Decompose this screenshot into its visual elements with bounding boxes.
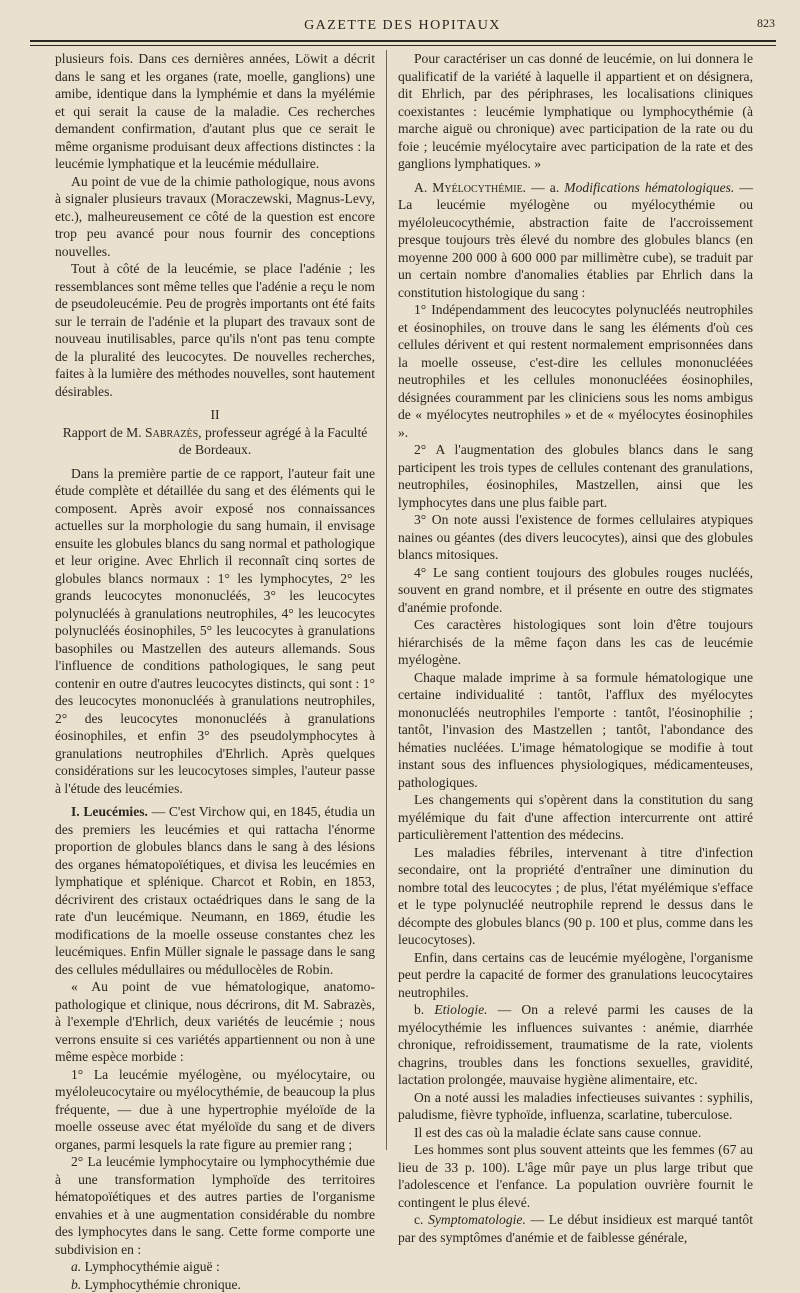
paragraph: Il est des cas où la maladie éclate sans cause connue. [398, 1124, 753, 1142]
page-header [30, 14, 775, 36]
paragraph: Les hommes sont plus souvent atteints que les femmes (67 au lieu de 33 p. 100). L'âge mûr paye un plus large tribut que l'adolescence et l'enfance. La population ouvrière fournit le contingent le plus élevé. [398, 1141, 753, 1211]
header-rule-thick [30, 40, 776, 42]
paragraph: Les maladies fébriles, intervenant à titre d'infection secondaire, ont la propriété d'entraîner une diminution du nombre total des leucocytes ; de plus, l'état myélémique s'efface et le type polynucléé neutrophile reprend le dessus dans le décompte des globules blancs (90 p. 100 et plus, comme dans les leucocytoses). [398, 844, 753, 949]
subsection-title: Modifications hématologiques. [564, 180, 734, 195]
left-column [55, 50, 375, 1293]
section-symptomatologie: c. Symptomatologie. — Le début insidieux est marqué tantôt par des symptômes d'anémie et de faiblesse générale, [398, 1211, 753, 1246]
list-item: a. Lymphocythémie aiguë : [55, 1258, 375, 1276]
paragraph: Enfin, dans certains cas de leucémie myélogène, l'organisme peut perdre la capacité de former des granulations leucocytaires neutrophiles. [398, 949, 753, 1002]
paragraph: Dans la première partie de ce rapport, l'auteur fait une étude complète et détaillée du sang et des éléments qui le composent. Après avoir exposé nos connaissances actuelles sur la morphologie du sang humain, il envisage ensuite les globules blancs du sang normal et pathologique et leur origine. Avec Ehrlich il reconnaît cinq sortes de globules blancs normaux : 1° les lymphocytes, 2° les grands leucocytes mononucléés, 3° les leucocytes polynucléés à granulations neutrophiles, 4° les leucocytes polynucléés éosinophiles, 5° les leucocytes à granulations basophiles ou Mastzellen des auteurs allemands. Sous l'influence de conditions pathologiques, le sang peut contenir en outre d'autres leucocytes distincts, qui sont : 1° des leucocytes mononucléés à granulations neutrophiles, 2° des leucocytes mononucléés à granulations éosinophiles, et enfin 3° des pseudolymphocytes à granulations neutrophiles d'Ehrlich. Après quelques considérations sur les leucocytoses simples, l'auteur passe à l'étude des leucémies. [55, 465, 375, 798]
paragraph: 2° A l'augmentation des globules blancs dans le sang participent les trois types de cellules contenant des granulations, neutrophiles, éosinophiles, Mastzellen, ainsi que les lymphocytes dans une plus faible part. [398, 441, 753, 511]
page-number: 823 [757, 16, 775, 31]
paragraph: 1° La leucémie myélogène, ou myélocytaire, ou myéloleucocytaire ou myélocythémie, de beaucoup la plus fréquente, — due à une hypertrophie myéloïde de la moelle osseuse avec état myéloïde du sang et de divers organes, parmi lesquels la rate figure au premier rang ; [55, 1066, 375, 1154]
paragraph: Tout à côté de la leucémie, se place l'adénie ; les ressemblances sont même telles que l'adénie a reçu le nom de pseudoleucémie. Peu de progrès importants ont été faits sur le terrain de l'adénie et la plupart des travaux sont de nouveau inutilisables, parce qu'ils n'ont pas tenu compte de la pluralité des leucocytes. De nouvelles recherches, faites à la lumière des méthodes nouvelles, sont hautement désirables. [55, 260, 375, 400]
paragraph: 4° Le sang contient toujours des globules rouges nucléés, souvent en grand nombre, et il présente en outre des stigmates d'anémie profonde. [398, 564, 753, 617]
paragraph: Ces caractères histologiques sont loin d'être toujours hiérarchisés de la même façon dans les cas de leucémie myélogène. [398, 616, 753, 669]
section-leucemies: I. Leucémies. — C'est Virchow qui, en 1845, étudia un des premiers les leucémies et qui rattacha l'énorme proportion de globules blancs dans le sang à des lésions des organes hématopoïétiques, et divisa les leucémies en lymphatique et splénique. Charcot et Robin, en 1853, décrivirent des cristaux octaédriques dans le sang de la rate d'un leucémique. Neumann, en 1869, étudie les modifications de la moelle osseuse constantes chez les leucémiques. Enfin Müller signale le passage dans le sang des cellules médullaires ou médullocèles de Robin. [55, 803, 375, 978]
list-item: b. Lymphocythémie chronique. [55, 1276, 375, 1293]
section-label: I. Leucémies. [71, 804, 148, 819]
paragraph: 3° On note aussi l'existence de formes cellulaires atypiques naines ou géantes (des divers leucocytes), ainsi que des globules blancs mitosiques. [398, 511, 753, 564]
section-label: A. Myélocythémie. [414, 180, 526, 195]
paragraph: 1° Indépendamment des leucocytes polynucléés neutrophiles et éosinophiles, on trouve dans le sang les éléments d'où ces cellules dérivent et qui restent normalement emprisonnées dans la moelle osseuse, c'est-dire les cellules mononucléées neutrophiles et les cellules mononucléées éosinophiles, désignées couramment par les cliniciens sous les noms ambigus de « myélocytes neutrophiles » et de « myélocytes éosinophiles ». [398, 301, 753, 441]
paragraph: 2° La leucémie lymphocytaire ou lymphocythémie due à une transformation lymphoïde des territoires hématopoïétiques et des autres parties de l'organisme envahies et à une augmentation considérable du nombre des lymphocytes dans le sang. Cette forme comporte une subdivision en : [55, 1153, 375, 1258]
journal-title: GAZETTE DES HOPITAUX [30, 18, 775, 34]
subsection-title: Symptomatologie. [428, 1212, 526, 1227]
section-myelocythemie: A. Myélocythémie. — a. Modifications hématologiques. — La leucémie myélogène ou myélocythémie ou myéloleucocythémie, abstraction faite de l'accroissement presque toujours très élevé du nombre des globules blancs (en moyenne 200 000 à 600 000 par millimètre cube), se traduit par un certain nombre d'anomalies établies par Ehrlich dans la constitution histologique du sang : [398, 179, 753, 302]
paragraph: Pour caractériser un cas donné de leucémie, on lui donnera le qualificatif de la variété à laquelle il appartient et on désignera, dit Ehrlich, par des périphrases, les localisations cliniques coexistantes : leucémie lymphatique ou lymphocythémie (à marche aiguë ou chronique) avec participation de la rate ou du foie ; leucémie myélocytaire avec participation de la rate et des ganglions lymphatiques. » [398, 50, 753, 173]
column-divider [386, 50, 387, 1150]
paragraph: plusieurs fois. Dans ces dernières années, Löwit a décrit dans le sang et les organes (rate, moelle, ganglions) une amibe, identique dans la lymphémie et dans la myélémie et qui serait la cause de la maladie. Ces recherches demandent confirmation, d'autant plus que ce serait le même organisme produisant deux affections distinctes : la leucémie lymphatique et la leucémie médullaire. [55, 50, 375, 173]
paragraph: On a noté aussi les maladies infectieuses suivantes : syphilis, paludisme, fièvre typhoïde, influenza, scarlatine, tuberculose. [398, 1089, 753, 1124]
report-heading: Rapport de M. Sabrazès, professeur agrégé à la Faculté de Bordeaux. [55, 424, 375, 459]
report-author: Sabrazès [145, 425, 198, 440]
header-rule-thin [30, 45, 776, 46]
paragraph: Les changements qui s'opèrent dans la constitution du sang myélémique du fait d'une affection intercurrente ont attiré particulièrement l'attention des médecins. [398, 791, 753, 844]
paragraph: Chaque malade imprime à sa formule hématologique une certaine individualité : tantôt, l'afflux des myélocytes mononucléés neutrophiles l'emporte : tantôt, l'éosinophilie ; tantôt, l'invasion des Mastzellen ; tantôt, l'abondance des hématies nucléées. L'image hématologique se modifie à tout instant sous des influences physiologiques, médicamenteuses, pathologiques. [398, 669, 753, 792]
subsection-title: Etiologie. [434, 1002, 487, 1017]
right-column [398, 50, 753, 1246]
section-numeral: II [55, 406, 375, 424]
section-etiologie: b. Etiologie. — On a relevé parmi les causes de la myélocythémie les influences suivantes : anémie, diarrhée chronique, refroidissement, traumatisme de la rate, violents chagrins, troubles dans les fonctions sexuelles, gravidité, lactation prolongée, mauvaise hygiène alimentaire, etc. [398, 1001, 753, 1089]
paragraph: Au point de vue de la chimie pathologique, nous avons à signaler plusieurs travaux (Moraczewski, Magnus-Levy, etc.), malheureusement ce côté de la question est encore trop peu avancé pour nous fournir des conceptions nouvelles. [55, 173, 375, 261]
paragraph: « Au point de vue hématologique, anatomo-pathologique et clinique, nous décrirons, dit M. Sabrazès, à l'exemple d'Ehrlich, deux variétés de leucémie ; nous verrons ensuite si ces variétés appartiennent ou non à une même espèce morbide : [55, 978, 375, 1066]
